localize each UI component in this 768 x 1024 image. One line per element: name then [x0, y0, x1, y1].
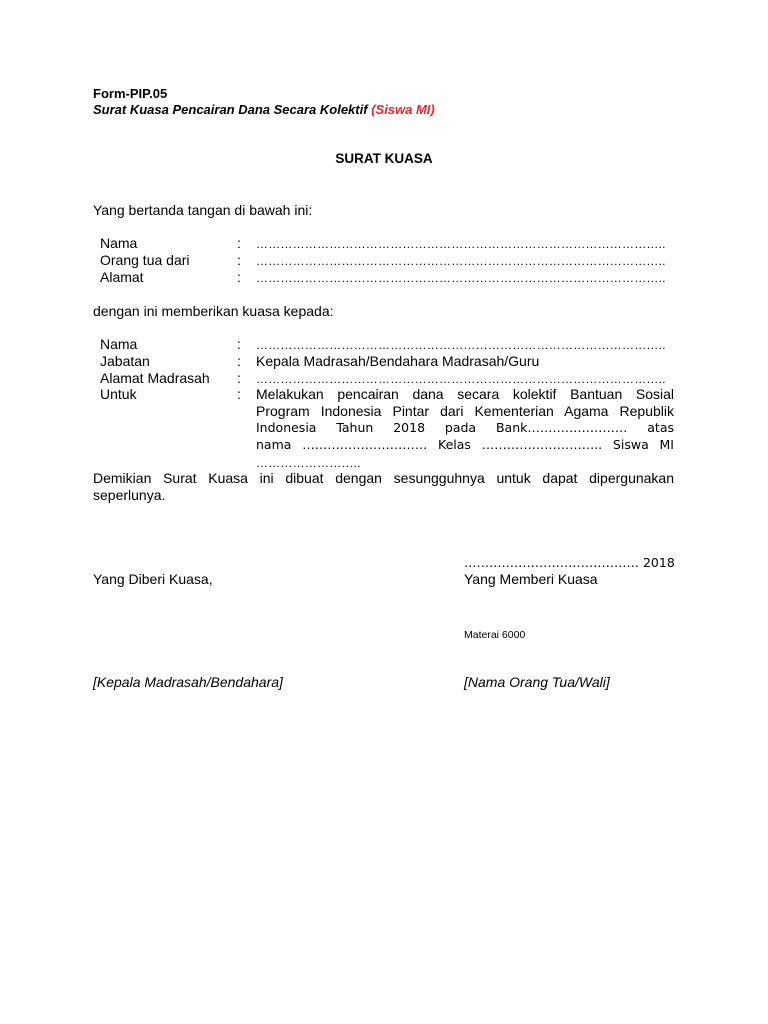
purpose-line-3: Indonesia Tahun 2018 pada Bank…………………… atas — [256, 420, 674, 435]
closing-line-1: Demikian Surat Kuasa ini dibuat dengan sesungguhnya untuk dapat dipergunakan — [93, 470, 674, 486]
signature-date-line: …………………………………… 2018 — [464, 555, 675, 570]
transition-text: dengan ini memberikan kuasa kepada: — [93, 303, 334, 319]
receiver-address-field: ……………………………………………………………………………………….. — [256, 372, 666, 386]
receiver-purpose-label: Untuk — [100, 386, 137, 402]
signature-left-label: Yang Diberi Kuasa, — [93, 571, 213, 587]
intro-text: Yang bertanda tangan di bawah ini: — [93, 202, 313, 218]
purpose-line-1: Melakukan pencairan dana secara kolektif Bantuan Sosial — [256, 386, 674, 402]
receiver-address-label: Alamat Madrasah — [100, 370, 210, 386]
giver-child-field: ……………………………………………………………………………………….. — [256, 254, 666, 268]
receiver-name-colon: : — [237, 336, 241, 352]
purpose-line-4: nama ………………………… Kelas ……………………….. Siswa MI — [256, 437, 674, 452]
giver-name-field: ……………………………………………………………………………………….. — [256, 237, 666, 251]
subtitle-red-note: (Siswa MI) — [371, 102, 435, 117]
closing-line-2: seperlunya. — [93, 487, 166, 503]
giver-address-colon: : — [237, 269, 241, 285]
document-title-text: SURAT KUASA — [335, 151, 433, 166]
form-code: Form-PIP.05 — [93, 86, 168, 101]
document-title — [0, 151, 768, 166]
giver-address-field: ……………………………………………………………………………………….. — [256, 271, 666, 285]
receiver-name-field: ……………………………………………………………………………………….. — [256, 338, 666, 352]
signature-left-name: [Kepala Madrasah/Bendahara] — [93, 674, 283, 690]
receiver-position-label: Jabatan — [100, 353, 150, 369]
purpose-line-2: Program Indonesia Pintar dari Kementerian Agama Republik — [256, 403, 674, 419]
subtitle-main: Surat Kuasa Pencairan Dana Secara Kolektif — [93, 102, 368, 117]
giver-child-label: Orang tua dari — [100, 252, 190, 268]
giver-address-label: Alamat — [100, 269, 144, 285]
signature-right-name: [Nama Orang Tua/Wali] — [464, 674, 610, 690]
purpose-line-5: …………………….. — [256, 456, 361, 470]
signature-right-label: Yang Memberi Kuasa — [464, 571, 598, 587]
receiver-name-label: Nama — [100, 336, 138, 352]
receiver-purpose-colon: : — [237, 386, 241, 402]
receiver-address-colon: : — [237, 370, 241, 386]
form-subtitle — [93, 102, 435, 117]
stamp-duty-note: Materai 6000 — [464, 629, 526, 641]
giver-name-label: Nama — [100, 235, 138, 251]
receiver-position-value: Kepala Madrasah/Bendahara Madrasah/Guru — [256, 353, 540, 369]
receiver-position-colon: : — [237, 353, 241, 369]
giver-name-colon: : — [237, 235, 241, 251]
giver-child-colon: : — [237, 252, 241, 268]
